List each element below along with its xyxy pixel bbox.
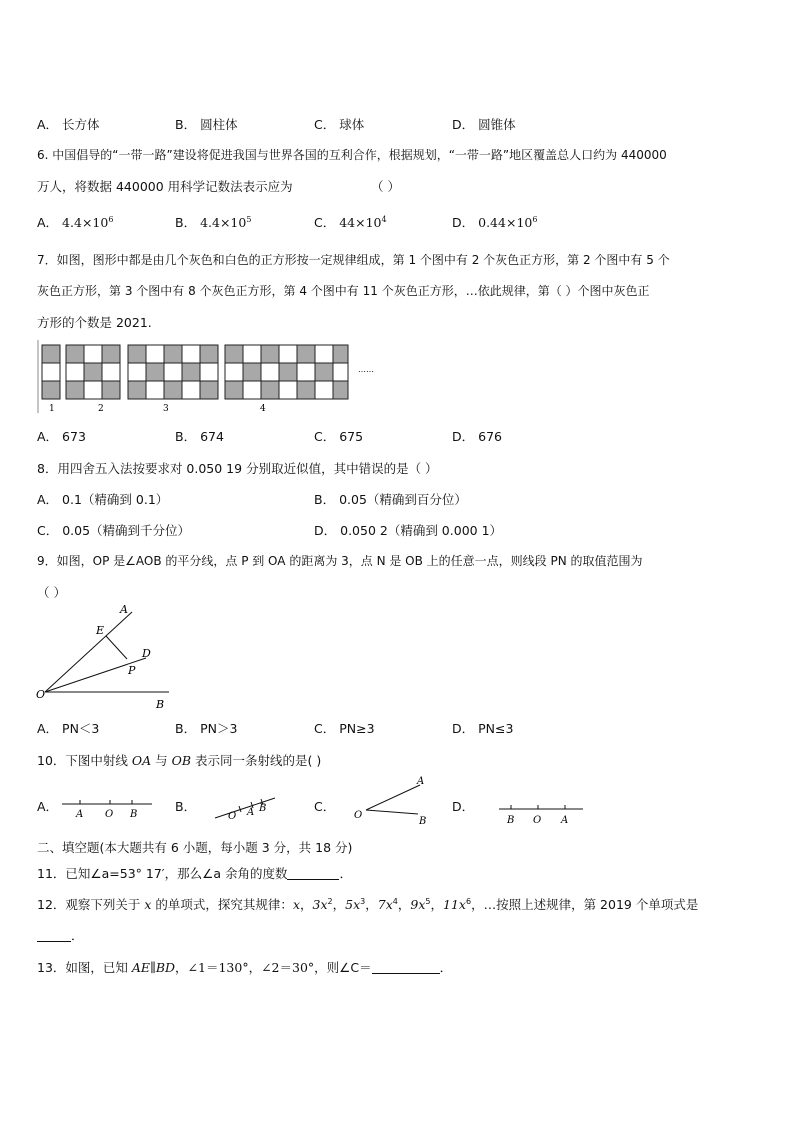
q9-label-p: P — [128, 664, 136, 677]
q8-option-b: B． 0.05（精确到百分位） — [314, 492, 467, 507]
q6-line1: 6. 中国倡导的“一带一路”建设将促进我国与世界各国的互利合作，根据规划，“一带一路”地区覆盖总人口约为 440000 — [37, 148, 667, 162]
q9-option-b: B． PN＞3 — [175, 721, 238, 736]
q7-label-1: 1 — [49, 404, 55, 414]
q7-line2: 灰色正方形，第 3 个图中有 8 个灰色正方形，第 4 个图中有 11 个灰色正方形，…依此规律，第（ ）个图中灰色正 — [37, 284, 650, 298]
q6-option-d: D． $0.44\times 10^6$ — [452, 215, 538, 230]
q9-line2: （ ） — [37, 585, 66, 600]
q10-option-a-letter: A． — [37, 799, 59, 814]
q5-option-d: D． 圆锥体 — [452, 117, 516, 132]
q7-pattern-2 — [66, 345, 120, 399]
q7-ellipsis: …… — [358, 365, 374, 374]
q9-option-d: D． PN≤3 — [452, 721, 514, 736]
q9-label-d: D — [142, 647, 151, 660]
q7-label-3: 3 — [163, 404, 169, 414]
q11: 11．已知∠a=53° 17′，那么∠a 余角的度数 ． — [37, 866, 352, 881]
svg-text:B: B — [507, 815, 515, 826]
q9-label-e: E — [96, 624, 105, 637]
q10-option-b-letter: B． — [175, 799, 197, 814]
q9-figure — [34, 600, 179, 715]
q12-line1: 12．观察下列关于 x 的单项式，探究其规律：x，$3x^2$，$5x^3$，$7x^4$，$9x^5$，$11x^6$，…按照上述规律，第 2019 个单项式是 — [37, 897, 699, 912]
q9-label-o: O — [36, 688, 46, 701]
q6-answer-paren: （ ） — [371, 179, 400, 194]
svg-text:O: O — [228, 811, 237, 822]
q10-option-d-letter: D． — [452, 799, 475, 814]
q7-pattern-3 — [128, 345, 218, 399]
q6-line2: 万人，将数据 440000 用科学记数法表示应为 （ ） — [37, 179, 400, 194]
svg-text:O: O — [533, 815, 542, 826]
q13-answer-blank[interactable] — [372, 961, 440, 974]
q11-answer-blank[interactable] — [287, 867, 339, 880]
q9-line1: 9．如图，OP 是∠AOB 的平分线，点 P 到 OA 的距离为 3，点 N 是 OB 上的任意一点，则线段 PN 的取值范围为 — [37, 554, 643, 568]
svg-text:O: O — [105, 809, 114, 820]
q10-option-d-figure — [497, 801, 587, 827]
q8-option-c: C． 0.05（精确到千分位） — [37, 523, 191, 538]
svg-text:B: B — [130, 809, 138, 820]
q8-stem: 8．用四舍五入法按要求对 0.050 19 分别取近似值，其中错误的是（ ） — [37, 461, 438, 476]
q9-option-a: A． PN＜3 — [37, 721, 100, 736]
q9-label-b: B — [156, 698, 165, 711]
svg-text:A: A — [76, 809, 84, 820]
q7-option-d: D． 676 — [452, 429, 502, 444]
q8-option-d: D． 0.050 2（精确到 0.000 1） — [314, 523, 503, 538]
q7-pattern-1 — [42, 345, 60, 399]
svg-text:B: B — [259, 803, 267, 814]
q9-option-c: C． PN≥3 — [314, 721, 375, 736]
q7-option-a: A． 673 — [37, 429, 86, 444]
q5-option-c: C． 球体 — [314, 117, 365, 132]
q6-option-a: A． $4.4\times 10^6$ — [37, 215, 114, 230]
section2-title: 二、填空题(本大题共有 6 小题，每小题 3 分，共 18 分) — [37, 840, 353, 855]
svg-text:A: A — [247, 807, 255, 818]
q10-option-c-letter: C． — [314, 799, 336, 814]
q8-option-a: A． 0.1（精确到 0.1） — [37, 492, 169, 507]
svg-text:A: A — [561, 815, 569, 826]
q10-option-c-figure — [352, 772, 437, 826]
q10-option-a-figure — [60, 796, 155, 822]
q6-option-b: B． $4.4\times 10^5$ — [175, 215, 252, 230]
q7-line1: 7．如图，图形中都是由几个灰色和白色的正方形按一定规律组成，第 1 个图中有 2 个灰色正方形，第 2 个图中有 5 个 — [37, 253, 670, 267]
q7-line3: 方形的个数是 2021. — [37, 315, 152, 330]
q5-option-b: B． 圆柱体 — [175, 117, 238, 132]
q10-option-b-figure — [213, 794, 278, 820]
q7-label-4: 4 — [260, 404, 266, 414]
svg-text:A: A — [417, 776, 425, 787]
q13: 13．如图，已知 AE∥BD，∠1＝130°，∠2＝30°，则∠C＝ ． — [37, 960, 453, 975]
q12-line2: ． — [37, 926, 84, 944]
q7-option-b: B． 674 — [175, 429, 224, 444]
q6-option-c: C． $44\times 10^4$ — [314, 215, 387, 230]
svg-text:B: B — [419, 816, 427, 827]
q12-answer-blank[interactable] — [37, 929, 71, 942]
svg-text:O: O — [354, 810, 363, 821]
q7-figure — [36, 340, 381, 416]
q10-stem: 10．下图中射线 OA 与 OB 表示同一条射线的是( ) — [37, 753, 322, 768]
q7-label-2: 2 — [98, 404, 104, 414]
q7-pattern-4 — [225, 345, 348, 399]
q9-label-a: A — [120, 603, 128, 616]
q7-option-c: C． 675 — [314, 429, 364, 444]
q5-option-a: A． 长方体 — [37, 117, 100, 132]
